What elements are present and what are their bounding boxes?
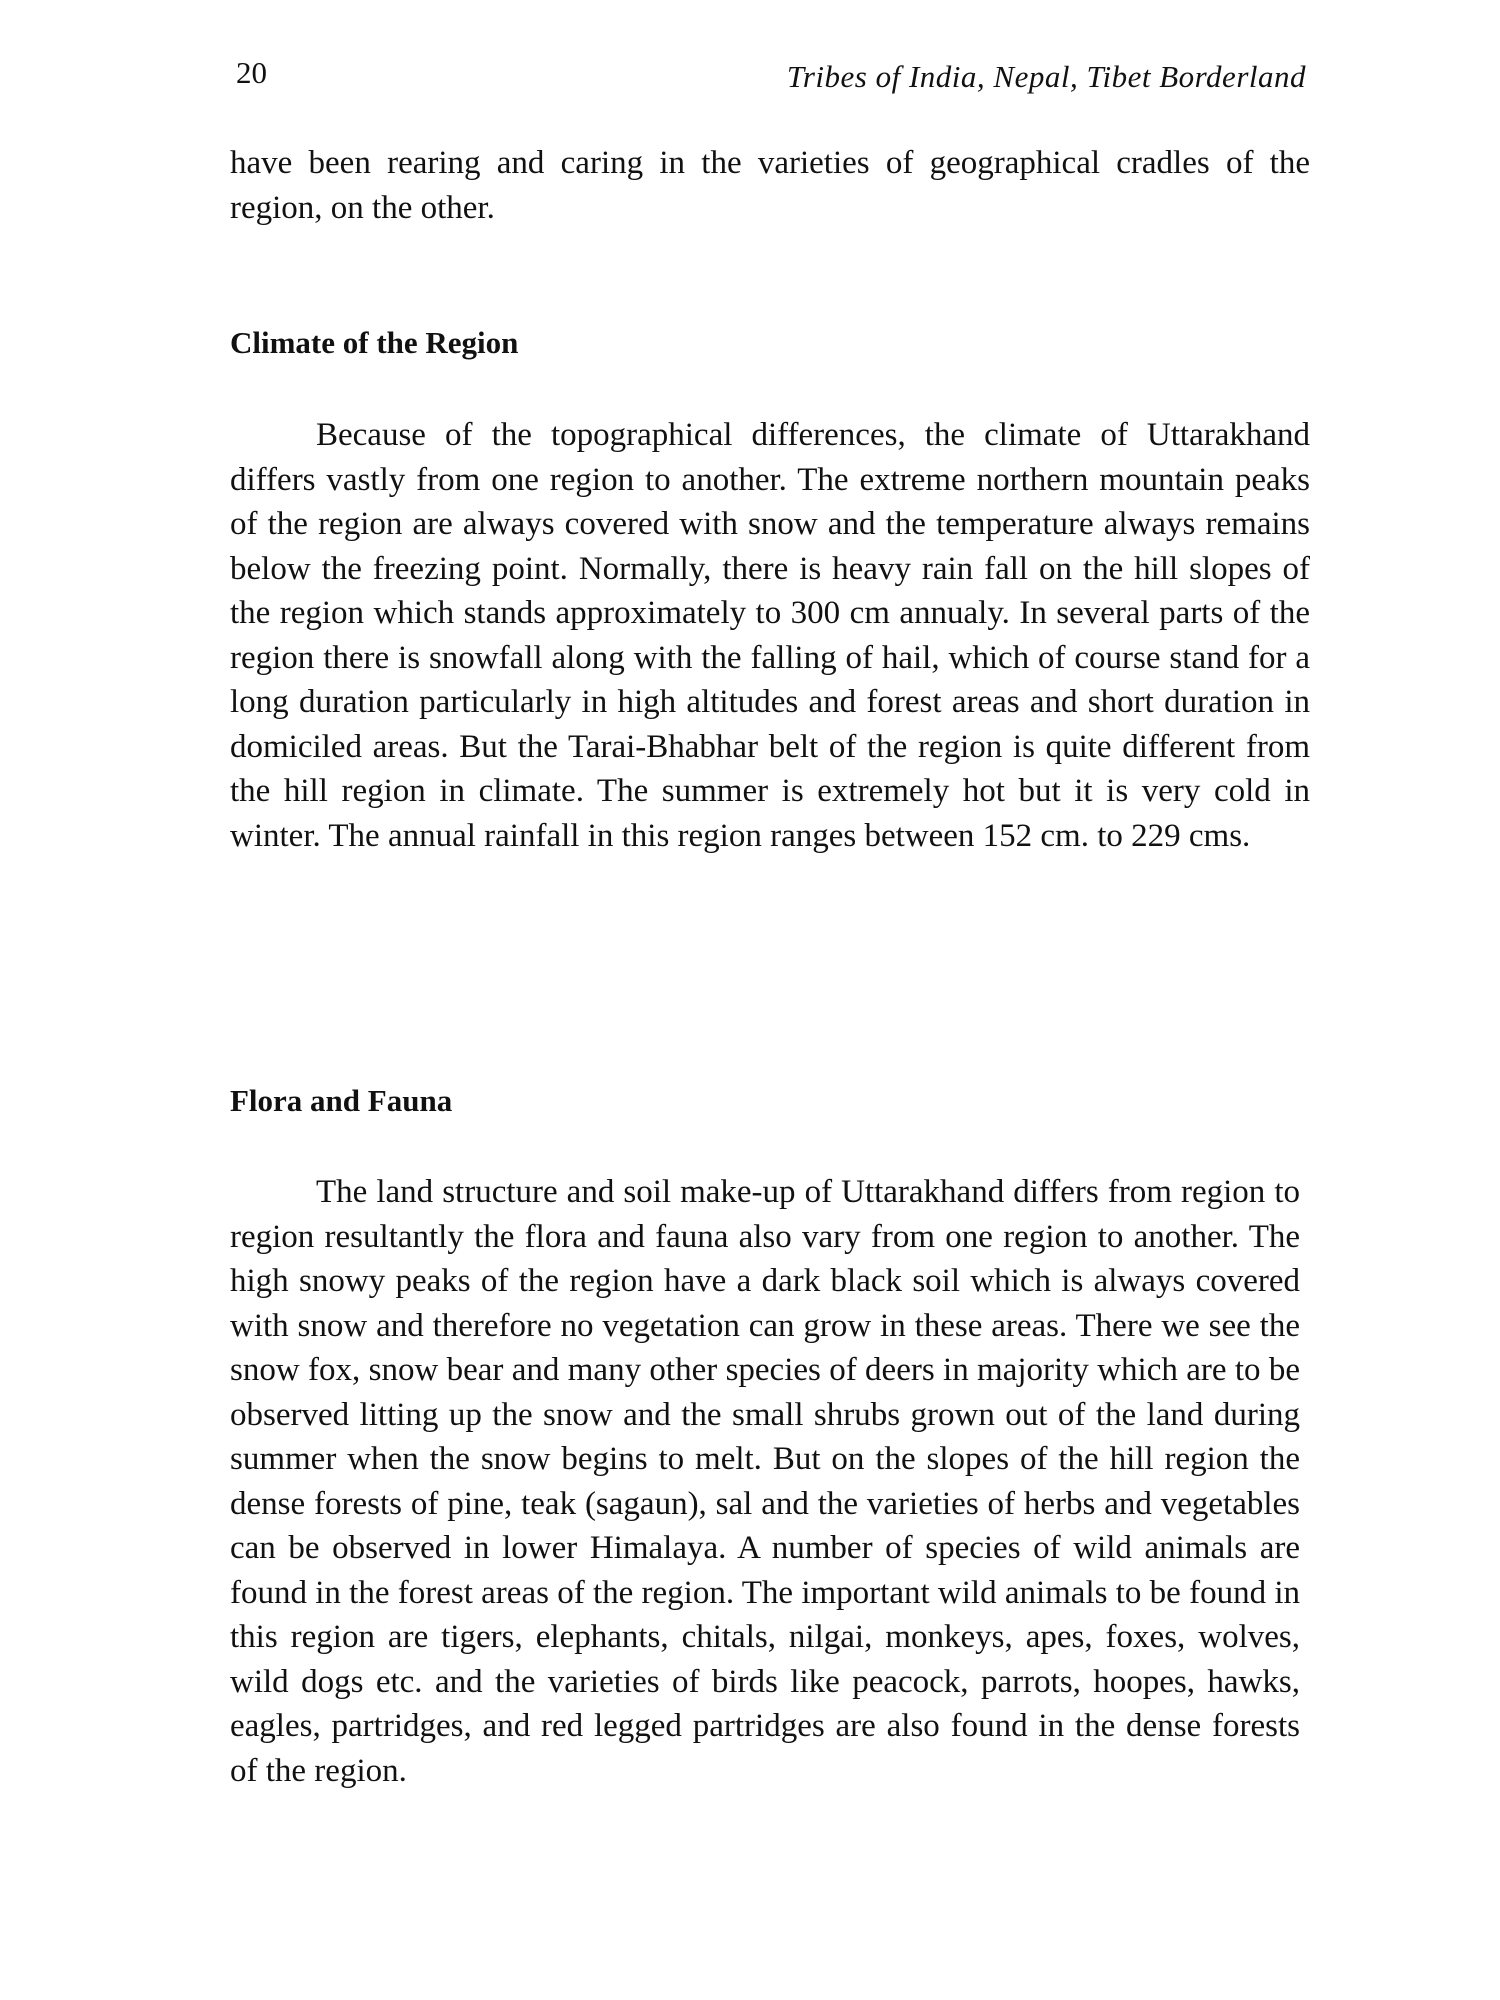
flora-fauna-paragraph: The land structure and soil make-up of Uttarakhand differs from region to region resultantly the flora and fauna also vary from one region to another. The high snowy peaks of the region have a dark black soil which is always covered with snow and therefore no vegetation can grow in these areas. There we see the snow fox, snow bear and many other species of deers in majority which are to be observed litting up the snow and the small shrubs grown out of the land during summer when the snow begins to melt. But on the slopes of the hill region the dense forests of pine, teak (sagaun), sal and the varieties of herbs and vegetables can be observed in lower Himalaya. A number of species of wild animals are found in the forest areas of the region. The important wild animals to be found in this region are tigers, elephants, chitals, nilgai, monkeys, apes, foxes, wolves, wild dogs etc. and the varieties of birds like peacock, parrots, hoopes, hawks, eagles, partridges, and red legged partridges are also found in the dense forests of the region. (230, 1174, 1300, 1789)
continuation-paragraph: have been rearing and caring in the varieties of geographical cradles of the region, on the other. (230, 145, 1310, 226)
book-page (230, 55, 1310, 1955)
page-number: 20 (236, 55, 267, 90)
section-heading-climate: Climate of the Region (230, 325, 519, 360)
section-heading-flora-fauna: Flora and Fauna (230, 1083, 453, 1118)
climate-paragraph: Because of the topographical differences, the climate of Uttarakhand differs vastly from one region to another. The extreme northern mountain peaks of the region are always covered with snow and the temperature always remains below the freezing point. Normally, there is heavy rain fall on the hill slopes of the region which stands approximately to 300 cm annualy. In several parts of the region there is snowfall along with the falling of hail, which of course stand for a long duration particularly in high altitudes and forest areas and short duration in domiciled areas. But the Tarai-Bhabhar belt of the region is quite different from the hill region in climate. The summer is extremely hot but it is very cold in winter. The annual rainfall in this region ranges between 152 cm. to 229 cms. (230, 417, 1310, 854)
running-head (230, 55, 1310, 105)
book-title: Tribes of India, Nepal, Tibet Borderland (786, 59, 1306, 94)
